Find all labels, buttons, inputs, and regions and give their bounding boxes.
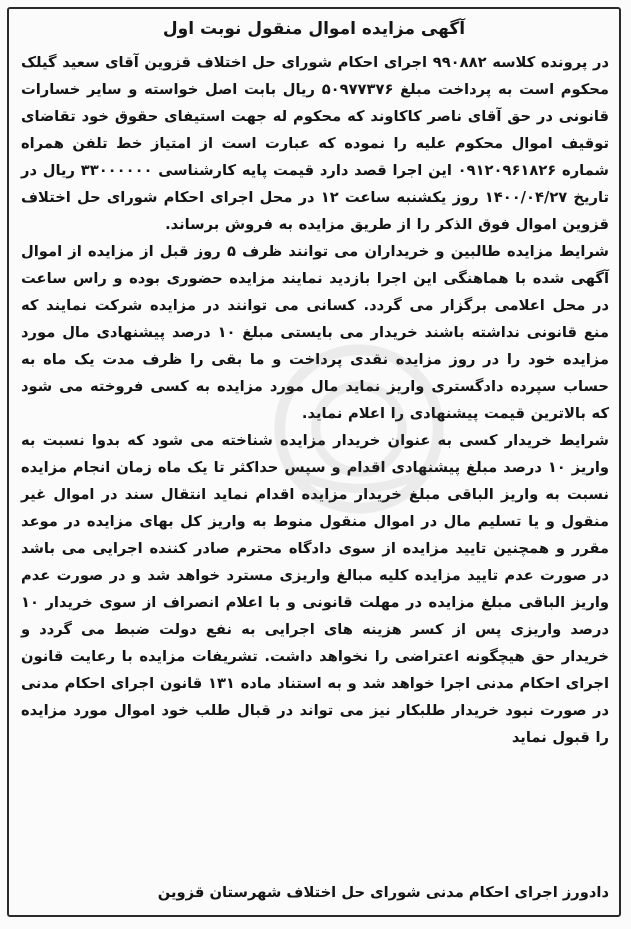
notice-paragraph-case: در پرونده کلاسه ۹۹۰۸۸۲ اجرای احکام شورای حل اختلاف قزوین آقای سعید گیلک محکوم است به پرداخت مبلغ ۵۰۹۷۷۳۷۶ ریال بابت اصل خواسته و سایر خسارات قانونی در حق آقای ناصر کاکاوند که محکوم له جهت استیفای حقوق خود تقاضای توقیف اموال محکوم علیه را نموده که عبارت است از امتیاز خط تلفن همراه شماره ۰۹۱۲۰۹۶۱۸۲۶ این اجرا قصد دارد قیمت پایه کارشناسی ۳۳۰۰۰۰۰۰ ریال در تاریخ ۱۴۰۰/۰۴/۲۷ روز یکشنبه ساعت ۱۲ در محل اجرای احکام شورای حل اختلاف قزوین اموال فوق الذکر را از طریق مزایده به فروش برساند.: [21, 54, 609, 233]
notice-title: آگهی مزایده اموال منقول نوبت اول: [162, 19, 466, 39]
notice-body: [21, 49, 609, 751]
notice-border: [7, 7, 621, 917]
notice-signature: دادورز اجرای احکام مدنی شورای حل اختلاف شهرستان قزوین: [157, 884, 609, 901]
notice-paragraph-buyer-terms: شرایط خریدار کسی به عنوان خریدار مزایده شناخته می شود که بدوا نسبت به واریز ۱۰ درصد مبلغ پیشنهادی اقدام و سپس حداکثر تا یک ماه زمان انجام مزایده نسبت به واریز الباقی مبلغ خریدار مزایده اقدام نماید انتقال سند در اموال غیر منقول و یا تسلیم مال در اموال منقول منوط به واریز کل بهای مزایده در موعد مقرر و همچنین تایید مزایده از سوی دادگاه محترم صادر کننده اجرایی می باشد در صورت عدم تایید مزایده کلیه مبالغ واریزی مسترد خواهد شد و در صورت عدم واریز الباقی مبلغ مزایده در مهلت قانونی و با اعلام انصراف از سوی خریدار ۱۰ درصد واریزی پس از کسر هزینه های اجرایی به نفع دولت ضبط می گردد و خریدار حق هیچگونه اعتراضی را نخواهد داشت. تشریفات مزایده با رعایت قانون اجرای احکام مدنی اجرا خواهد شد و به استناد ماده ۱۳۱ قانون اجرای احکام مدنی در صورت نبود خریدار طلبکار نیز می تواند در قبال طلب خود اموال مورد مزایده را قبول نماید: [21, 432, 609, 746]
notice-paragraph-auction-terms: شرایط مزایده طالبین و خریداران می توانند ظرف ۵ روز قبل از مزایده از اموال آگهی شده با هماهنگی این اجرا بازدید نمایند مزایده حضوری بوده و راس ساعت در محل اعلامی برگزار می گردد. کسانی می توانند در مزایده شرکت نمایند که منع قانونی نداشته باشند خریدار می بایستی مبلغ ۱۰ درصد پیشنهادی مال مورد مزایده خود را در روز مزایده نقدی پرداخت و ما بقی را ظرف مدت یک ماه به حساب سپرده دادگستری واریز نماید مال مورد مزایده به کسی فروخته می شود که بالاترین قیمت پیشنهادی را اعلام نماید.: [21, 243, 609, 422]
